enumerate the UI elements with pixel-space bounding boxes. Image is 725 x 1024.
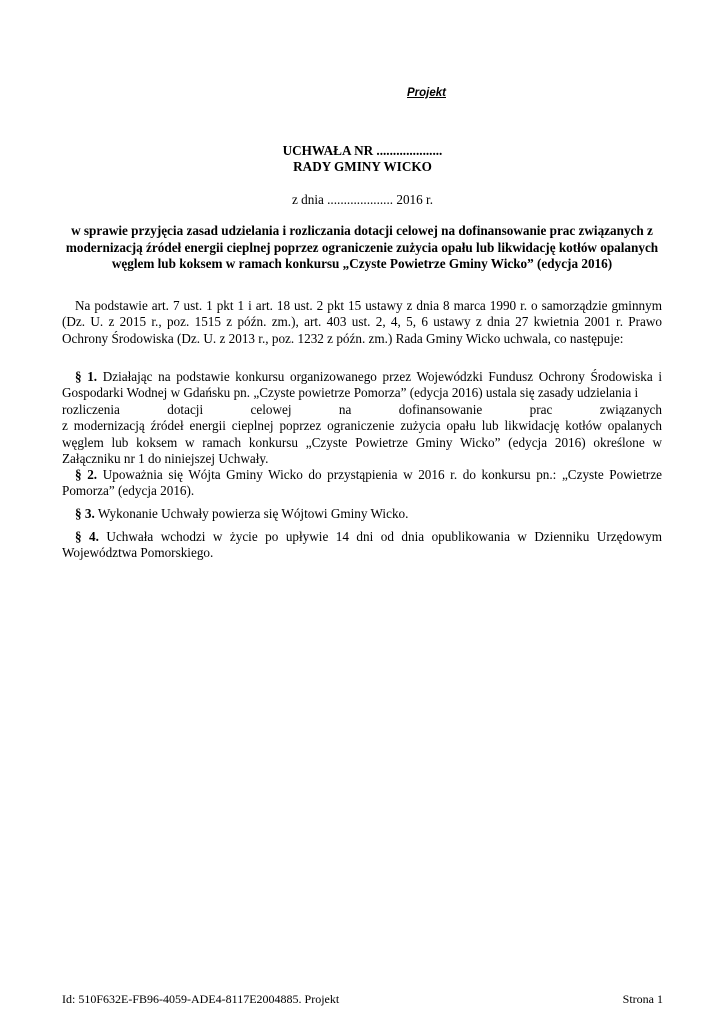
- spread-word: rozliczenia: [62, 401, 120, 417]
- resolution-subject: w sprawie przyjęcia zasad udzielania i rozliczania dotacji celowej na dofinansowanie prac związanych z modernizacją źródeł energii cieplnej poprzez ograniczenie zużycia opału lub likwidację kotłów opalanych węglem lub koksem w ramach konkursu „Czyste Powietrze Gminy Wicko” (edycja 2016): [65, 223, 659, 271]
- section-2-paragraph: [62, 467, 662, 500]
- legal-basis-paragraph: [62, 298, 662, 347]
- section-4-text: Uchwała wchodzi w życie po upływie 14 dni od dnia opublikowania w Dzienniku Urzędowym Województwa Pomorskiego.: [62, 529, 662, 561]
- resolution-number: UCHWAŁA NR ....................: [282, 143, 443, 158]
- section-1-spread-line: [62, 402, 662, 418]
- section-3-paragraph: [62, 506, 662, 522]
- spread-word: dofinansowanie: [398, 401, 483, 417]
- section-2-label: § 2.: [75, 467, 98, 482]
- spread-word: celowej: [250, 401, 292, 417]
- section-3-label: § 3.: [75, 506, 95, 521]
- section-1-label: § 1.: [75, 369, 98, 384]
- spread-word: dotacji: [167, 401, 204, 417]
- resolution-title: [0, 143, 725, 175]
- section-2: [62, 467, 662, 500]
- section-4-label: § 4.: [75, 529, 99, 544]
- spread-word: na: [338, 401, 352, 417]
- spread-word: prac: [529, 401, 553, 417]
- document-id-footer: Id: 510F632E-FB96-4059-ADE4-8117E2004885. Projekt: [62, 992, 340, 1006]
- section-1: [62, 369, 662, 467]
- page-number-footer: Strona 1: [622, 992, 663, 1006]
- spread-word: związanych: [599, 401, 662, 417]
- section-3-text: Wykonanie Uchwały powierza się Wójtowi Gminy Wicko.: [97, 506, 409, 521]
- resolution-date: z dnia .................... 2016 r.: [291, 192, 434, 207]
- draft-label: Projekt: [407, 87, 446, 99]
- section-1-text-part2: z modernizacją źródeł energii cieplnej poprzez ograniczenie zużycia opału lub likwidację kotłów opalanych węglem lub koksem w ramach konkursu „Czyste Powietrze Gminy Wicko” (edycja 2016) określone w Załączniku nr 1 do niniejszej Uchwały.: [62, 418, 662, 467]
- section-4: [62, 529, 662, 562]
- legal-basis-text: Na podstawie art. 7 ust. 1 pkt 1 i art. 18 ust. 2 pkt 15 ustawy z dnia 8 marca 1990 r. o samorządzie gminnym (Dz. U. z 2015 r., poz. 1515 z późn. zm.), art. 403 ust. 2, 4, 5, 6 ustawy z dnia 27 kwietnia 2001 r. Prawo Ochrony Środowiska (Dz. U. z 2013 r., poz. 1232 z późn. zm.) Rada Gminy Wicko uchwala, co następuje:: [62, 298, 662, 346]
- section-4-paragraph: [62, 529, 662, 562]
- council-name: RADY GMINY WICKO: [293, 159, 432, 174]
- section-1-text-part1: Działając na podstawie konkursu organizowanego przez Wojewódzki Fundusz Ochrony Środowiska i Gospodarki Wodnej w Gdańsku pn. „Czyste powietrze Pomorza” (edycja 2016) ustala się zasady udzielania i: [62, 369, 663, 401]
- section-3: [62, 506, 662, 522]
- section-1-paragraph: [62, 369, 662, 402]
- section-2-text: Upoważnia się Wójta Gminy Wicko do przystąpienia w 2016 r. do konkursu pn.: „Czyste Powietrze Pomorza” (edycja 2016).: [62, 467, 663, 499]
